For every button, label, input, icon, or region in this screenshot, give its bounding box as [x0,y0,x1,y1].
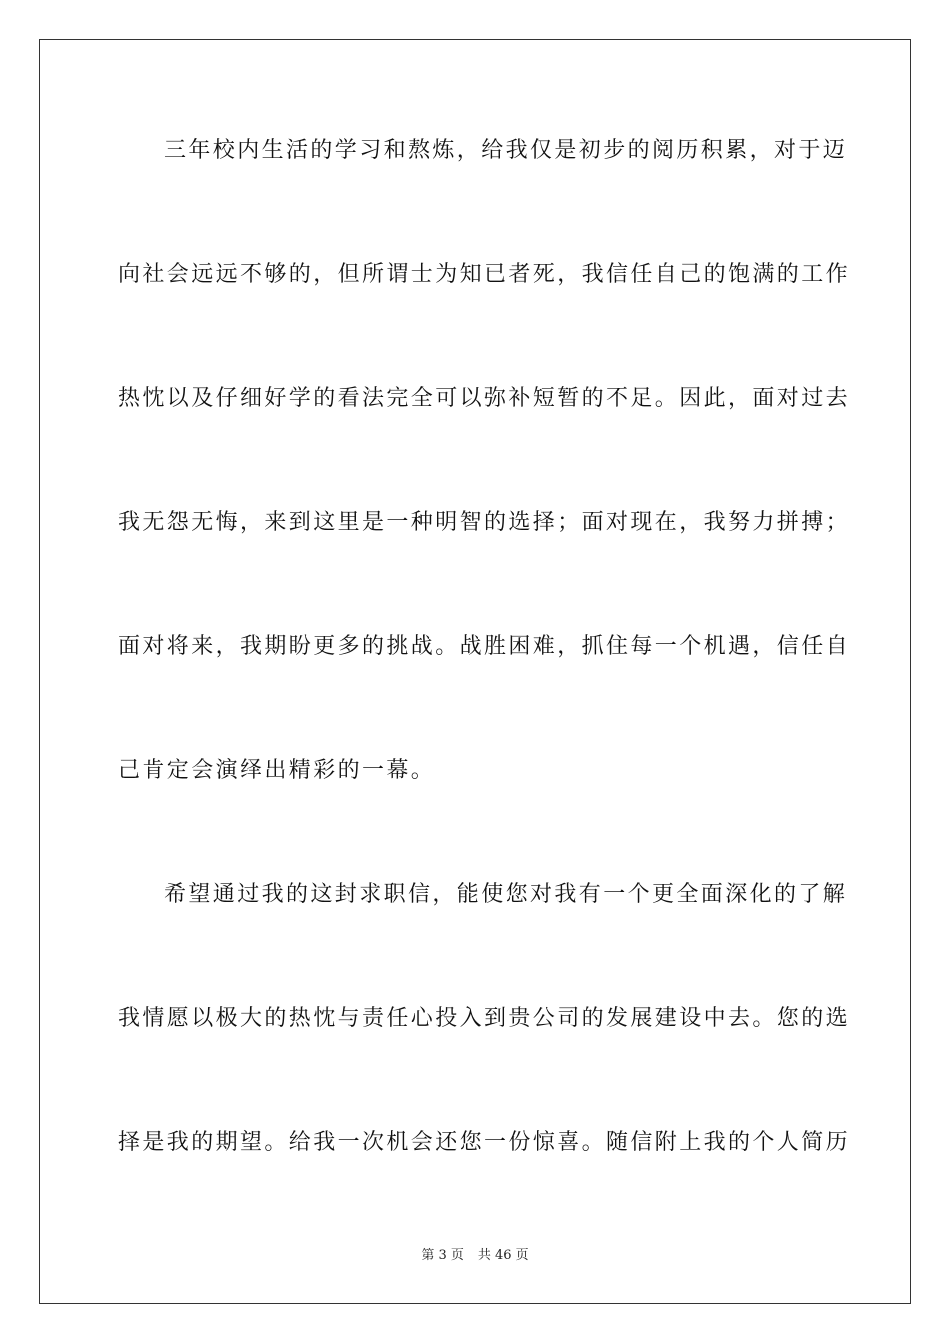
paragraph-1-line-2: 向社会远远不够的，但所谓士为知已者死，我信任自己的饱满的工作 [118,262,851,287]
paragraph-1-line-6: 己肯定会演绎出精彩的一幕。 [118,758,436,783]
page-footer [0,1247,950,1265]
paragraph-1-line-3: 热忱以及仔细好学的看法完全可以弥补短暂的不足。因此，面对过去 [118,386,851,411]
page-border [39,39,911,1304]
paragraph-2-line-3: 择是我的期望。给我一次机会还您一份惊喜。随信附上我的个人简历 [118,1130,851,1155]
paragraph-1-line-5: 面对将来，我期盼更多的挑战。战胜困难，抓住每一个机遇，信任自 [118,634,851,659]
paragraph-1-line-1: 三年校内生活的学习和熬炼，给我仅是初步的阅历积累，对于迈 [164,138,848,163]
paragraph-2-line-1: 希望通过我的这封求职信，能使您对我有一个更全面深化的了解 [164,882,848,907]
paragraph-2-line-2: 我情愿以极大的热忱与责任心投入到贵公司的发展建设中去。您的选 [118,1006,851,1031]
page-total: 共 46 页 [477,1248,529,1263]
paragraph-1-line-4: 我无怨无悔，来到这里是一种明智的选择；面对现在，我努力拼搏； [118,510,851,535]
page-number: 第 3 页 [421,1248,464,1263]
